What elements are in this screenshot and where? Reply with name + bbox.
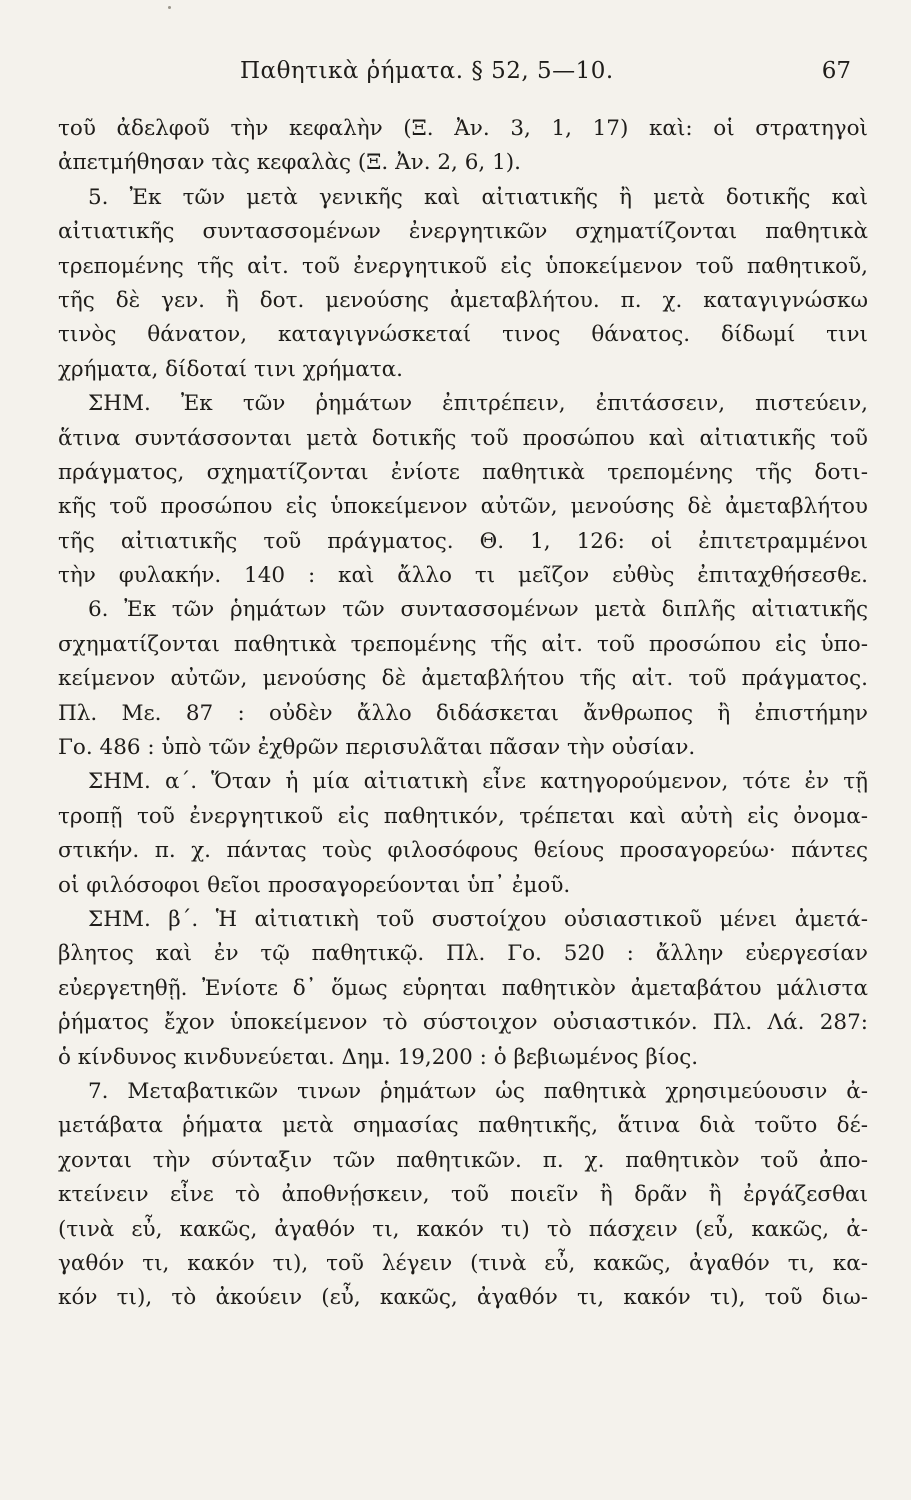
text-line: κόν τι), τὸ ἀκούειν (εὖ, κακῶς, ἀγαθόν τι, κακόν τι), τοῦ διω- (58, 1285, 868, 1311)
text-line: τρεπομένης τῆς αἰτ. τοῦ ἐνεργητικοῦ εἰς ὑποκείμενον τοῦ παθητικοῦ, (58, 253, 868, 279)
running-title: Παθητικὰ ῥήματα. § 52, 5—10. (240, 58, 614, 84)
paragraph-6-start: 6. Ἐκ τῶν ῥημάτων τῶν συντασσομένων μετὰ διπλῆς αἰτιατικῆς (88, 597, 868, 623)
text-line: κτείνειν εἶνε τὸ ἀποθνῄσκειν, τοῦ ποιεῖν ἢ δρᾶν ἢ ἐργάζεσθαι (58, 1182, 868, 1208)
text-line: αἰτιατικῆς συντασσομένων ἐνεργητικῶν σχηματίζονται παθητικὰ (58, 219, 868, 245)
text-line: τροπῇ τοῦ ἐνεργητικοῦ εἰς παθητικόν, τρέπεται καὶ αὐτὴ εἰς ὀνομα- (58, 803, 868, 829)
text-line: βλητος καὶ ἐν τῷ παθητικῷ. Πλ. Γο. 520 : ἄλλην εὐεργεσίαν (58, 941, 868, 967)
text-line: οἱ φιλόσοφοι θεῖοι προσαγορεύονται ὑπ᾽ ἐμοῦ. (58, 872, 571, 898)
text-line: χονται τὴν σύνταξιν τῶν παθητικῶν. π. χ. παθητικὸν τοῦ ἀπο- (58, 1147, 868, 1173)
text-line: ῥήματος ἔχον ὑποκείμενον τὸ σύστοιχον οὐσιαστικόν. Πλ. Λά. 287: (58, 1010, 868, 1036)
text-line: ἀπετμήθησαν τὰς κεφαλὰς (Ξ. Ἀν. 2, 6, 1). (58, 150, 521, 176)
text-line: Πλ. Με. 87 : οὐδὲν ἄλλο διδάσκεται ἄνθρωπος ἢ ἐπιστήμην (58, 700, 868, 726)
note-b-start: ΣΗΜ. β΄. Ἡ αἰτιατικὴ τοῦ συστοίχου οὐσιαστικοῦ μένει ἀμετά- (88, 906, 868, 932)
text-line: τὴν φυλακήν. 140 : καὶ ἄλλο τι μεῖζον εὐθὺς ἐπιταχθήσεσθε. (58, 563, 868, 589)
note-a-start: ΣΗΜ. α΄. Ὅταν ἡ μία αἰτιατικὴ εἶνε κατηγορούμενον, τότε ἐν τῇ (88, 769, 868, 795)
text-line: εὐεργετηθῇ. Ἐνίοτε δ᾽ ὅμως εὑρηται παθητικὸν ἀμεταβάτου μάλιστα (58, 975, 868, 1001)
text-line: γαθόν τι, κακόν τι), τοῦ λέγειν (τινὰ εὖ, κακῶς, ἀγαθόν τι, κα- (58, 1250, 868, 1276)
text-line: ἅτινα συντάσσονται μετὰ δοτικῆς τοῦ προσώπου καὶ αἰτιατικῆς τοῦ (58, 425, 868, 451)
page-header (0, 58, 911, 92)
text-line: σχηματίζονται παθητικὰ τρεπομένης τῆς αἰτ. τοῦ προσώπου εἰς ὑπο- (58, 631, 868, 657)
text-line: κείμενον αὐτῶν, μενούσης δὲ ἀμεταβλήτου τῆς αἰτ. τοῦ πράγματος. (58, 666, 868, 692)
text-line: μετάβατα ῥήματα μετὰ σημασίας παθητικῆς, ἅτινα διὰ τοῦτο δέ- (58, 1113, 868, 1139)
text-line: (τινὰ εὖ, κακῶς, ἀγαθόν τι, κακόν τι) τὸ πάσχειν (εὖ, κακῶς, ἀ- (58, 1216, 868, 1242)
text-line: τινὸς θάνατον, καταγιγνώσκεταί τινος θάνατος. δίδωμί τινι (58, 322, 868, 348)
text-line: κῆς τοῦ προσώπου εἰς ὑποκείμενον αὐτῶν, μενούσης δὲ ἀμεταβλήτου (58, 494, 868, 520)
text-line: τοῦ ἀδελφοῦ τὴν κεφαλὴν (Ξ. Ἀν. 3, 1, 17) καὶ: οἱ στρατηγοὶ (58, 116, 868, 141)
text-line: τῆς δὲ γεν. ἢ δοτ. μενούσης ἀμεταβλήτου. π. χ. καταγιγνώσκω (58, 287, 868, 313)
paper-speck (168, 6, 171, 9)
text-line: Γο. 486 : ὑπὸ τῶν ἐχθρῶν περισυλᾶται πᾶσαν τὴν οὐσίαν. (58, 735, 696, 761)
note-start: ΣΗΜ. Ἐκ τῶν ῥημάτων ἐπιτρέπειν, ἐπιτάσσειν, πιστεύειν, (88, 391, 868, 417)
paragraph-5-start: 5. Ἐκ τῶν μετὰ γενικῆς καὶ αἰτιατικῆς ἢ μετὰ δοτικῆς καὶ (88, 184, 868, 210)
body-text (58, 112, 868, 1316)
text-line: πράγματος, σχηματίζονται ἐνίοτε παθητικὰ τρεπομένης τῆς δοτι- (58, 459, 868, 485)
text-line: στικήν. π. χ. πάντας τοὺς φιλοσόφους θείους προσαγορεύω· πάντες (58, 838, 868, 864)
text-line: ὁ κίνδυνος κινδυνεύεται. Δημ. 19,200 : ὁ βεβιωμένος βίος. (58, 1044, 699, 1070)
text-line: τῆς αἰτιατικῆς τοῦ πράγματος. Θ. 1, 126: οἱ ἐπιτετραμμένοι (58, 528, 868, 554)
paragraph-7-start: 7. Μεταβατικῶν τινων ῥημάτων ὡς παθητικὰ χρησιμεύουσιν ἀ- (88, 1078, 868, 1104)
text-line: χρήματα, δίδοταί τινι χρήματα. (58, 356, 404, 382)
page-number: 67 (821, 58, 851, 84)
